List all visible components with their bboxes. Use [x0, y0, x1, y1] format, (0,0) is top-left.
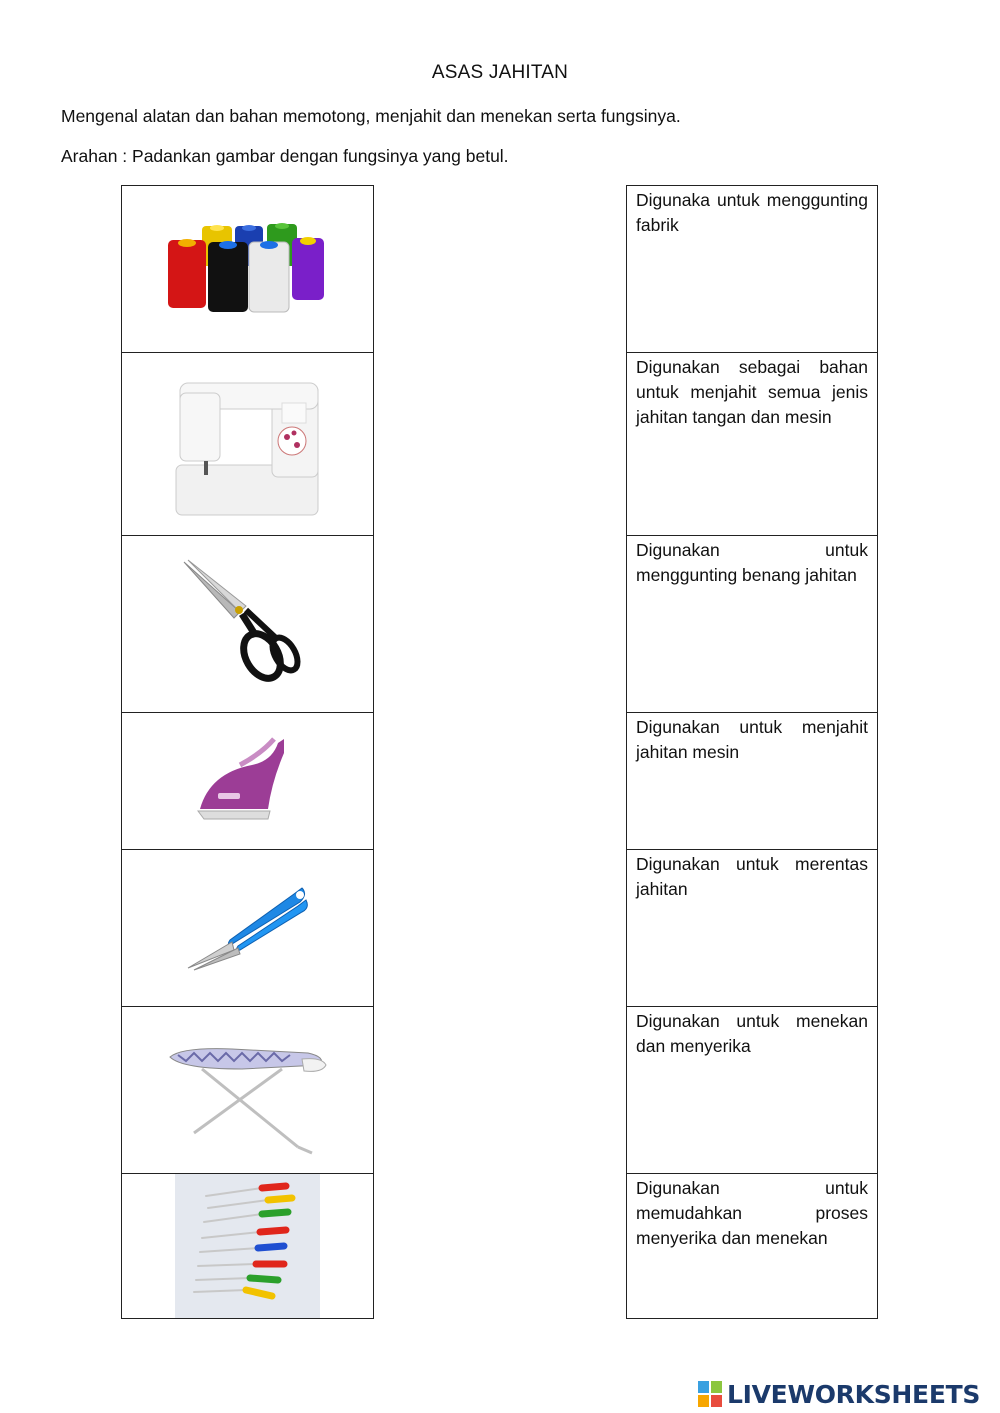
- ironing-board-icon: [122, 1007, 373, 1173]
- image-cell-thread-spools[interactable]: [121, 185, 374, 353]
- page-title: ASAS JAHITAN: [431, 62, 569, 83]
- description-box-1[interactable]: Digunaka untuk menggunting fabrik: [626, 185, 878, 353]
- description-box-3[interactable]: Digunakan untuk menggunting benang jahitan: [626, 535, 878, 713]
- description-box-2[interactable]: Digunakan sebagai bahan untuk menjahit semua jenis jahitan tangan dan mesin: [626, 352, 878, 536]
- thread-spools-icon: [122, 186, 373, 352]
- image-cell-seam-rippers[interactable]: [121, 1173, 374, 1319]
- steam-iron-icon: [122, 713, 373, 849]
- description-box-5[interactable]: Digunakan untuk merentas jahitan: [626, 849, 878, 1007]
- image-cell-thread-snips[interactable]: [121, 849, 374, 1007]
- brand-footer: [697, 1377, 980, 1411]
- seam-rippers-icon: [122, 1174, 373, 1318]
- image-cell-fabric-scissors[interactable]: [121, 535, 374, 713]
- liveworksheets-logo-icon: [697, 1380, 723, 1408]
- image-cell-steam-iron[interactable]: [121, 712, 374, 850]
- description-box-4[interactable]: Digunakan untuk menjahit jahitan mesin: [626, 712, 878, 850]
- image-cell-ironing-board[interactable]: [121, 1006, 374, 1174]
- description-box-7[interactable]: Digunakan untuk memudahkan proses menyerika dan menekan: [626, 1173, 878, 1319]
- intro-text: Mengenal alatan dan bahan memotong, menjahit dan menekan serta fungsinya.: [61, 106, 681, 126]
- brand-name: LIVEWORKSHEETS: [727, 1379, 981, 1409]
- description-box-6[interactable]: Digunakan untuk menekan dan menyerika: [626, 1006, 878, 1174]
- thread-snips-icon: [122, 850, 373, 1006]
- fabric-scissors-icon: [122, 536, 373, 712]
- instruction-text: Arahan : Padankan gambar dengan fungsinya yang betul.: [61, 146, 509, 166]
- sewing-machine-icon: [122, 353, 373, 535]
- image-cell-sewing-machine[interactable]: [121, 352, 374, 536]
